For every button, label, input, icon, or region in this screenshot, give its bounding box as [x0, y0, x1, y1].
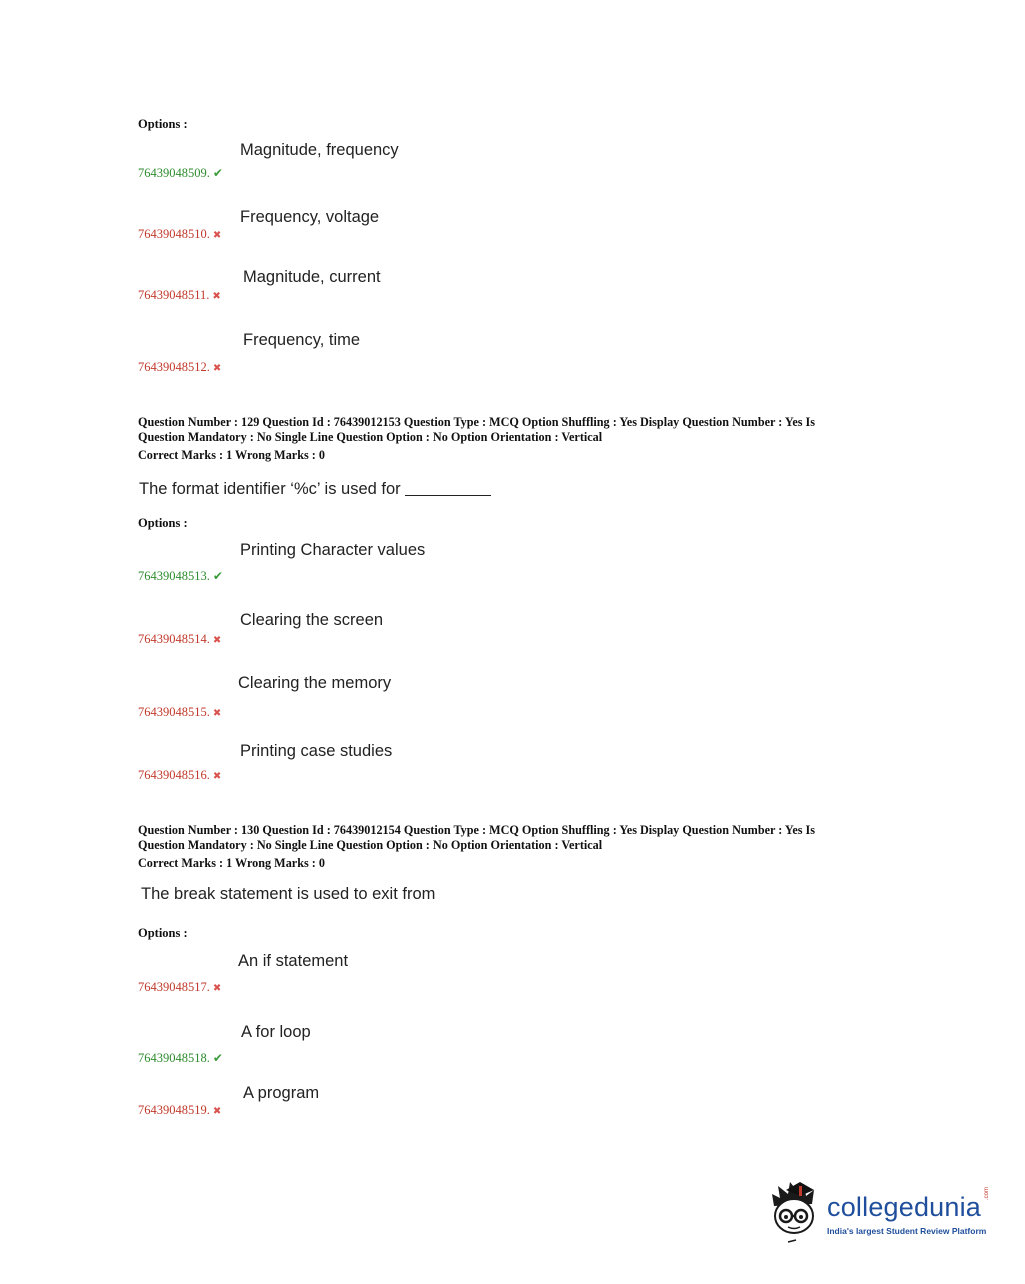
cross-icon: ✖	[212, 1106, 222, 1117]
option-id: 76439048509.	[138, 166, 210, 180]
question-meta-line2: Question Mandatory : No Single Line Question Option : No Option Orientation : Vertical	[138, 838, 603, 852]
checkmark-icon: ✔	[212, 569, 223, 583]
option-id-row	[138, 164, 223, 182]
option-id: 76439048510.	[138, 227, 210, 241]
option-id-row	[138, 766, 221, 784]
answer-blank	[405, 495, 491, 496]
cross-icon: ✖	[212, 635, 222, 646]
option-id: 76439048517.	[138, 980, 210, 994]
question-meta-line1: Question Number : 130 Question Id : 76439012154 Question Type : MCQ Option Shuffling : Yes Display Question Number : Yes Is	[138, 823, 816, 837]
option-id: 76439048518.	[138, 1051, 210, 1065]
option-id: 76439048515.	[138, 705, 210, 719]
cross-icon: ✖	[212, 708, 222, 719]
option-text: A for loop	[241, 1023, 311, 1041]
option-text: Frequency, voltage	[240, 208, 380, 226]
option-id: 76439048513.	[138, 569, 210, 583]
option-id-row	[138, 225, 221, 243]
cross-icon: ✖	[212, 983, 222, 994]
question-meta-line1: Question Number : 129 Question Id : 76439012153 Question Type : MCQ Option Shuffling : Yes Display Question Number : Yes Is	[138, 415, 816, 429]
collegedunia-logo	[766, 1176, 996, 1246]
option-id: 76439048511.	[138, 288, 210, 302]
question-text: The break statement is used to exit from	[141, 885, 436, 903]
brand-name: collegedunia	[827, 1192, 982, 1222]
option-text: Magnitude, current	[243, 268, 381, 286]
question-text: The format identifier ‘%c’ is used for	[139, 480, 401, 498]
option-text: Printing case studies	[240, 742, 393, 760]
cross-icon: ✖	[212, 291, 221, 302]
option-text: Magnitude, frequency	[240, 141, 399, 159]
option-id-row	[138, 703, 221, 721]
options-label: Options :	[138, 117, 188, 131]
option-id-row	[138, 978, 221, 996]
question-marks: Correct Marks : 1 Wrong Marks : 0	[138, 856, 325, 870]
option-text: Clearing the memory	[238, 674, 392, 692]
checkmark-icon: ✔	[212, 1051, 223, 1065]
checkmark-icon: ✔	[212, 166, 223, 180]
options-label: Options :	[138, 926, 188, 940]
cross-icon: ✖	[212, 230, 222, 241]
option-text: A program	[243, 1084, 320, 1102]
option-text: An if statement	[238, 952, 349, 970]
option-text: Printing Character values	[240, 541, 426, 559]
question-marks: Correct Marks : 1 Wrong Marks : 0	[138, 448, 325, 462]
brand-tagline: India's largest Student Review Platform	[827, 1226, 987, 1236]
cross-icon: ✖	[212, 363, 222, 374]
cross-icon: ✖	[212, 771, 222, 782]
option-id-row	[138, 1101, 221, 1119]
mascot-icon	[766, 1176, 826, 1244]
question-text-row	[139, 480, 491, 499]
option-id-row	[138, 358, 221, 376]
option-id: 76439048512.	[138, 360, 210, 374]
option-id-row	[138, 630, 221, 648]
option-text: Clearing the screen	[240, 611, 384, 629]
brand-suffix: .com	[984, 1186, 990, 1200]
option-id-row	[138, 286, 221, 304]
option-id-row	[138, 1049, 223, 1067]
option-text: Frequency, time	[243, 331, 361, 349]
option-id: 76439048514.	[138, 632, 210, 646]
option-id-row	[138, 567, 223, 585]
option-id: 76439048516.	[138, 768, 210, 782]
options-label: Options :	[138, 516, 188, 530]
question-meta-line2: Question Mandatory : No Single Line Question Option : No Option Orientation : Vertical	[138, 430, 603, 444]
option-id: 76439048519.	[138, 1103, 210, 1117]
